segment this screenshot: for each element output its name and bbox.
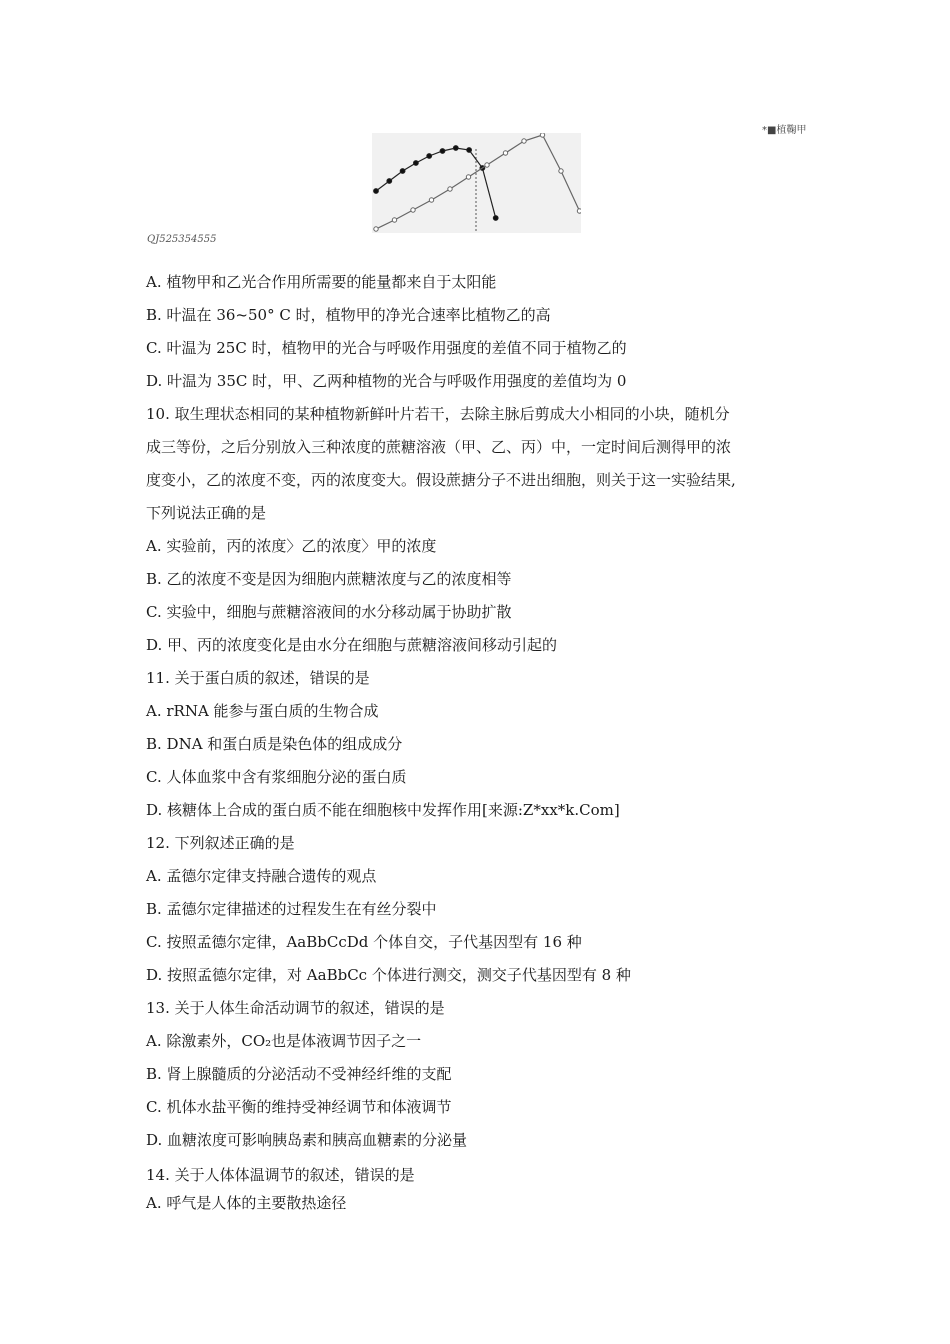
series-1-point [440, 149, 445, 154]
x-axis-tick-labels: QJ525354555 [147, 234, 217, 245]
text-line: B. 孟德尔定律描述的过程发生在有丝分裂中 [146, 900, 437, 918]
series-2-point [559, 169, 563, 173]
series-1-point [427, 154, 432, 159]
question-text [146, 266, 846, 1214]
text-line: D. 核糖体上合成的蛋白质不能在细胞核中发挥作用[来源:Z*xx*k.Com] [146, 801, 620, 819]
text-line: C. 机体水盐平衡的维持受神经调节和体液调节 [146, 1098, 452, 1116]
chart-legend: *■植鞠甲 [762, 125, 807, 136]
series-2-point [448, 187, 452, 191]
series-2-point [411, 208, 415, 212]
series-1-point [453, 146, 458, 151]
text-line: A. 除激素外，CO₂也是体液调节因子之一 [146, 1032, 422, 1050]
text-line: A. 呼气是人体的主要散热途径 [146, 1194, 347, 1212]
text-line: 14. 关于人体体温调节的叙述，错误的是 [146, 1166, 415, 1184]
series-1-point [414, 161, 419, 166]
text-line: 13. 关于人体生命活动调节的叙述，错误的是 [146, 999, 445, 1017]
series-1-point [400, 169, 405, 174]
text-line: D. 按照孟德尔定律，对 AaBbCc 个体进行测交，测交子代基因型有 8 种 [146, 966, 631, 984]
text-line: 10. 取生理状态相同的某种植物新鲜叶片若干，去除主脉后剪成大小相同的小块，随机分 [146, 405, 730, 423]
series-2-point [429, 198, 433, 202]
series-2-point [577, 209, 581, 213]
text-line: B. DNA 和蛋白质是染色体的组成成分 [146, 735, 403, 753]
series-2-point [392, 218, 396, 222]
text-line: C. 叶温为 25C 时，植物甲的光合与呼吸作用强度的差值不同于植物乙的 [146, 339, 627, 357]
text-line: 成三等份，之后分别放入三种浓度的蔗糖溶液（甲、乙、丙）中，一定时间后测得甲的浓 [146, 438, 732, 456]
text-line: A. 实验前，丙的浓度〉乙的浓度〉甲的浓度 [146, 537, 437, 555]
text-line: C. 实验中，细胞与蔗糖溶液间的水分移动属于协助扩散 [146, 603, 512, 621]
text-line: C. 人体血浆中含有浆细胞分泌的蛋白质 [146, 768, 407, 786]
text-line: D. 血糖浓度可影响胰岛素和胰高血糖素的分泌量 [146, 1131, 468, 1149]
series-2-point [485, 163, 489, 167]
text-line: 度变小，乙的浓度不变，丙的浓度变大。假设蔗搪分子不进出细胞，则关于这一实验结果, [146, 471, 736, 489]
series-2-point [540, 133, 544, 137]
series-2-point [522, 139, 526, 143]
chart-plot [372, 133, 581, 233]
text-line: D. 甲、丙的浓度变化是由水分在细胞与蔗糖溶液间移动引起的 [146, 636, 558, 654]
text-line: A. 植物甲和乙光合作用所需要的能量都来自于太阳能 [146, 273, 497, 291]
text-line: 12. 下列叙述正确的是 [146, 834, 295, 852]
text-line: 11. 关于蛋白质的叙述，错误的是 [146, 669, 370, 687]
series-1-point [467, 148, 472, 153]
series-2-point [466, 175, 470, 179]
series-1-point [374, 189, 379, 194]
text-line: A. rRNA 能参与蛋白质的生物合成 [146, 702, 379, 720]
text-line: D. 叶温为 35C 时，甲、乙两种植物的光合与呼吸作用强度的差值均为 0 [146, 372, 627, 390]
text-line: B. 叶温在 36~50° C 时，植物甲的净光合速率比植物乙的高 [146, 306, 551, 324]
text-line: B. 乙的浓度不变是因为细胞内蔗糖浓度与乙的浓度相等 [146, 570, 512, 588]
text-line: A. 孟德尔定律支持融合遗传的观点 [146, 867, 377, 885]
series-2-point [503, 151, 507, 155]
series-2-point [374, 227, 378, 231]
text-line: 下列说法正确的是 [146, 504, 267, 522]
text-line: B. 肾上腺髓质的分泌活动不受神经纤维的支配 [146, 1065, 452, 1083]
text-line: C. 按照孟德尔定律，AaBbCcDd 个体自交，子代基因型有 16 种 [146, 933, 582, 951]
series-1-point [387, 179, 392, 184]
series-1-point [493, 216, 498, 221]
